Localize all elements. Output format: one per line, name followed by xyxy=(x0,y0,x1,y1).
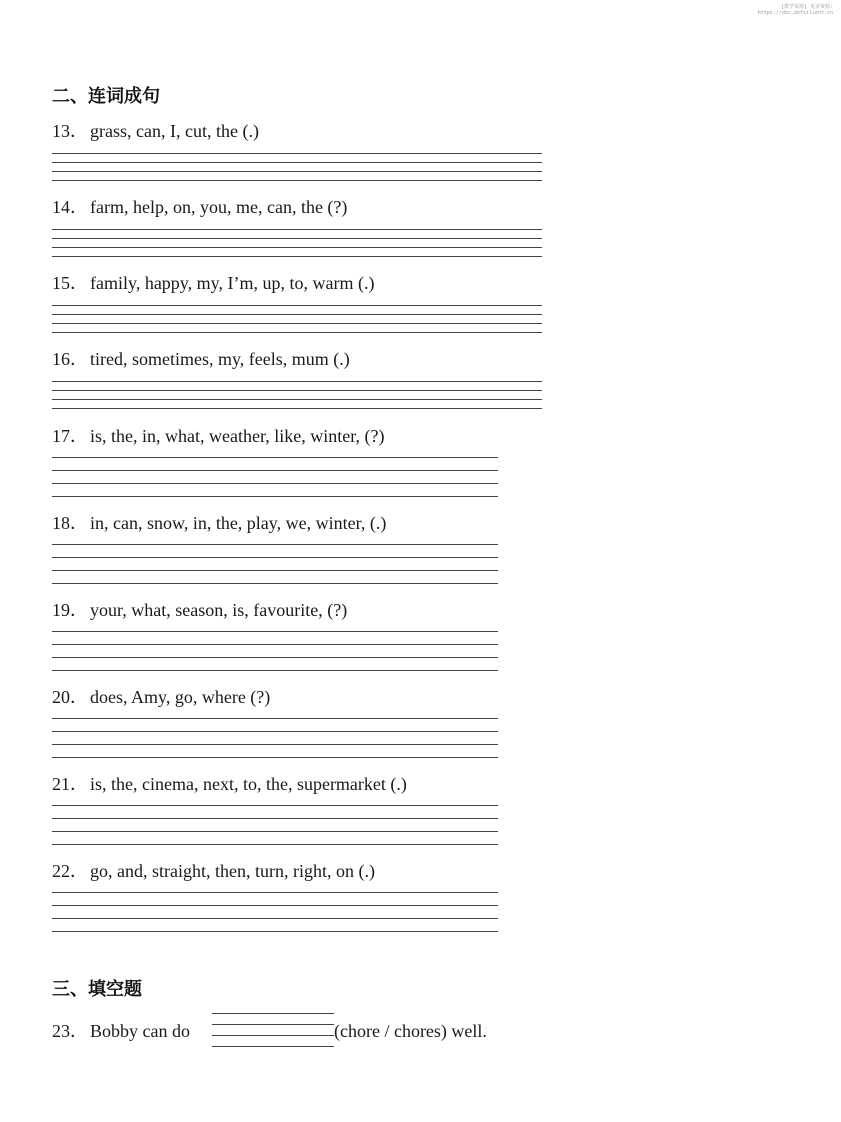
question-number: 21． xyxy=(52,774,88,794)
answer-line xyxy=(52,744,498,745)
answer-line xyxy=(52,256,542,257)
answer-line xyxy=(52,390,542,391)
answer-line xyxy=(52,496,498,497)
question-number: 18． xyxy=(52,513,88,533)
answer-line xyxy=(52,631,498,632)
question-21 xyxy=(52,773,407,795)
question-number: 17． xyxy=(52,426,88,446)
answer-line xyxy=(52,557,498,558)
question-text: is, the, in, what, weather, like, winter, (?) xyxy=(90,426,385,446)
answer-line xyxy=(52,314,542,315)
question-text: family, happy, my, I’m, up, to, warm (.) xyxy=(90,273,375,293)
question-13 xyxy=(52,120,259,142)
answer-line xyxy=(52,905,498,906)
answer-line xyxy=(52,408,542,409)
answer-line xyxy=(52,657,498,658)
answer-line xyxy=(52,918,498,919)
answer-line xyxy=(52,818,498,819)
answer-line xyxy=(52,247,542,248)
question-text: farm, help, on, you, me, can, the (?) xyxy=(90,197,348,217)
question-17 xyxy=(52,425,384,447)
answer-line xyxy=(52,731,498,732)
answer-line xyxy=(52,238,542,239)
question-15 xyxy=(52,272,374,294)
answer-line xyxy=(52,805,498,806)
question-18 xyxy=(52,512,386,534)
question-number: 13． xyxy=(52,121,88,141)
section-title-fill-in-blank: 三、填空题 xyxy=(52,979,142,1000)
answer-line xyxy=(52,570,498,571)
question-text: grass, can, I, cut, the (.) xyxy=(90,121,259,141)
question-number: 15． xyxy=(52,273,88,293)
answer-line xyxy=(52,171,542,172)
question-text: is, the, cinema, next, to, the, supermarket (.) xyxy=(90,774,407,794)
answer-line xyxy=(52,323,542,324)
question-text: tired, sometimes, my, feels, mum (.) xyxy=(90,349,350,369)
answer-line xyxy=(52,457,498,458)
answer-line xyxy=(52,305,542,306)
answer-line xyxy=(52,153,542,154)
section-title-sentence-ordering: 二、连词成句 xyxy=(52,86,160,107)
answer-line xyxy=(52,162,542,163)
question-text: does, Amy, go, where (?) xyxy=(90,687,271,707)
question-number: 16． xyxy=(52,349,88,369)
question-20 xyxy=(52,686,270,708)
question-number: 20． xyxy=(52,687,88,707)
question-text: go, and, straight, then, turn, right, on (.) xyxy=(90,861,375,881)
question-22 xyxy=(52,860,375,882)
question-19 xyxy=(52,599,347,621)
answer-line xyxy=(52,583,498,584)
question-14 xyxy=(52,196,347,218)
answer-line xyxy=(52,718,498,719)
answer-line xyxy=(52,670,498,671)
answer-line xyxy=(52,180,542,181)
answer-line xyxy=(52,931,498,932)
answer-line xyxy=(52,399,542,400)
answer-line xyxy=(52,844,498,845)
watermark-line-2: https://doc.dofsilient.cn xyxy=(757,10,833,16)
question-number: 23． xyxy=(52,1021,88,1041)
question-text: your, what, season, is, favourite, (?) xyxy=(90,600,348,620)
answer-line xyxy=(52,644,498,645)
blank-line xyxy=(212,1013,334,1014)
answer-line xyxy=(52,892,498,893)
question-16 xyxy=(52,348,350,370)
blank-line xyxy=(212,1046,334,1047)
question-number: 14． xyxy=(52,197,88,217)
answer-line xyxy=(52,381,542,382)
question-number: 22． xyxy=(52,861,88,881)
answer-line xyxy=(52,831,498,832)
question-number: 19． xyxy=(52,600,88,620)
answer-line xyxy=(52,229,542,230)
question-text-before: Bobby can do xyxy=(90,1021,190,1041)
answer-line xyxy=(52,757,498,758)
answer-line xyxy=(52,483,498,484)
blank-line xyxy=(212,1035,334,1036)
answer-line xyxy=(52,470,498,471)
blank-line xyxy=(212,1024,334,1025)
question-text-after: (chore / chores) well. xyxy=(333,1021,487,1041)
answer-line xyxy=(52,332,542,333)
answer-line xyxy=(52,544,498,545)
watermark-line-1: [教学资源] 更多资源: xyxy=(780,4,833,10)
watermark xyxy=(758,4,833,16)
question-text: in, can, snow, in, the, play, we, winter, (.) xyxy=(90,513,387,533)
